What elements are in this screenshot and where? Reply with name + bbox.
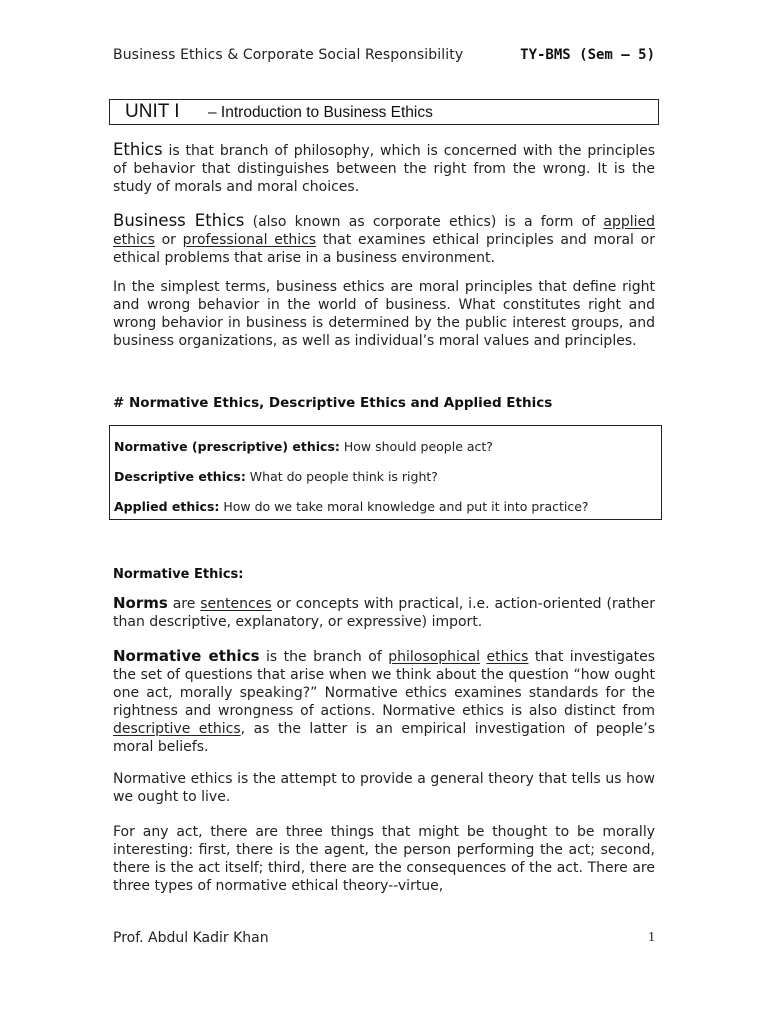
- footer-author: Prof. Abdul Kadir Khan: [113, 930, 269, 946]
- professional-ethics-link[interactable]: professional ethics: [182, 232, 317, 248]
- unit-label: UNIT I: [125, 101, 180, 122]
- norms-text-2: or concepts with practical, i.e. action-oriented (rather than descriptive, explanatory, or expressive) import.: [113, 596, 655, 630]
- applied-value: How do we take moral knowledge and put it into practice?: [219, 499, 589, 514]
- sentences-link[interactable]: sentences: [200, 596, 272, 612]
- ethics-link[interactable]: ethics: [486, 649, 529, 665]
- normative-attempt-paragraph: Normative ethics is the attempt to provide a general theory that tells us how we ought to live.: [113, 771, 655, 805]
- any-act-paragraph: For any act, there are three things that might be thought to be morally interesting: first, there is the agent, the person performing the act; second, there is the act itself; third, there are the consequences of the act. There are three types of normative ethical theory--virtue,: [113, 824, 655, 894]
- ethics-definition: [113, 141, 655, 196]
- normative-text-3: , as the latter is an empirical investigation of people’s moral beliefs.: [113, 721, 656, 755]
- header-course-title: Business Ethics & Corporate Social Responsibility: [113, 47, 464, 63]
- normative-ethics-paragraph: [113, 647, 655, 756]
- header-class-label: TY-BMS (Sem – 5): [520, 47, 655, 63]
- unit-title: – Introduction to Business Ethics: [208, 104, 433, 121]
- normative-ethics-heading: Normative Ethics:: [113, 567, 244, 582]
- section-heading: # Normative Ethics, Descriptive Ethics and Applied Ethics: [113, 395, 553, 411]
- business-ethics-term: Business Ethics: [113, 211, 245, 230]
- descriptive-key: Descriptive ethics:: [114, 469, 246, 484]
- applied-ethics-link[interactable]: applied ethics: [113, 214, 655, 248]
- philosophical-link[interactable]: philosophical: [388, 649, 481, 665]
- descriptive-value: What do people think is right?: [245, 469, 438, 484]
- unit-title-box: [109, 99, 659, 125]
- norms-paragraph: [113, 594, 655, 631]
- simplest-terms-paragraph: In the simplest terms, business ethics are moral principles that define right and wrong behavior in the world of business. What constitutes right and wrong behavior in business is determined by the public interest groups, and business organizations, as well as individual’s moral values and principles.: [113, 279, 655, 349]
- descriptive-ethics-link[interactable]: descriptive ethics: [113, 721, 241, 737]
- normative-key: Normative (prescriptive) ethics:: [114, 439, 340, 454]
- normative-value: How should people act?: [339, 439, 493, 454]
- applied-row: [114, 499, 589, 514]
- norms-text-1: are: [167, 596, 201, 612]
- page-footer: [113, 930, 655, 950]
- ethics-term: Ethics: [113, 140, 163, 159]
- business-ethics-definition: [113, 212, 655, 267]
- normative-text-2: that investigates the set of questions that arise when we think about the question “how ought one act, morally speaking?” Normative ethics examines standards for the rightness and wrongness of actions. Normative ethics is also distinct from: [113, 649, 656, 719]
- applied-key: Applied ethics:: [114, 499, 220, 514]
- normative-row: [114, 439, 493, 454]
- page-header: [113, 47, 655, 67]
- business-ethics-text-1: (also known as corporate ethics) is a form of: [244, 214, 604, 230]
- norms-term: Norms: [113, 594, 168, 612]
- normative-text-1: is the branch of: [259, 649, 389, 665]
- ethics-definition-text: is that branch of philosophy, which is concerned with the principles of behavior that distinguishes between the right from the wrong. It is the study of morals and moral choices.: [113, 143, 655, 195]
- business-ethics-text-2: or: [154, 232, 183, 248]
- page-number: 1: [648, 930, 655, 945]
- business-ethics-text-3: that examines ethical principles and moral or ethical problems that arise in a business environment.: [113, 232, 655, 266]
- descriptive-row: [114, 469, 438, 484]
- normative-ethics-term: Normative ethics: [113, 647, 260, 665]
- ethics-types-box: [109, 425, 662, 520]
